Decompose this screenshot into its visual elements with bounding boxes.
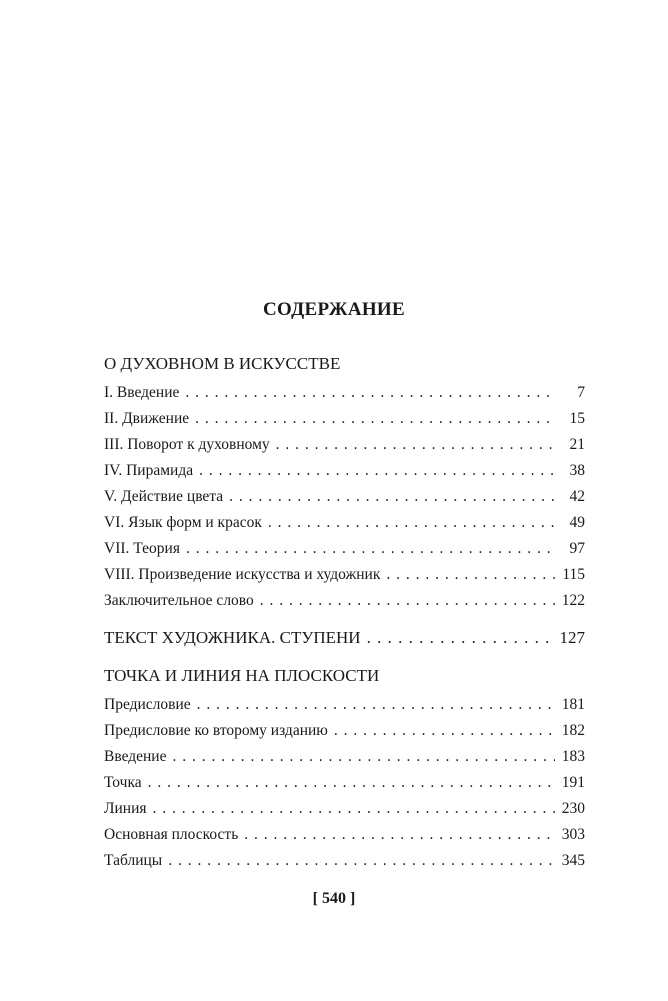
- toc-entry-label: VIII. Произведение искусства и художник: [104, 566, 381, 583]
- toc-entry-page: 181: [561, 696, 585, 713]
- toc-entry[interactable]: [104, 484, 585, 510]
- dot-leader: [386, 562, 555, 588]
- spacer: [104, 614, 585, 622]
- toc-entry[interactable]: [104, 562, 585, 588]
- toc-entry-page: 7: [577, 384, 585, 401]
- dot-leader: [168, 848, 555, 874]
- toc-entry-page: 38: [569, 462, 585, 479]
- dot-leader: [197, 692, 555, 718]
- toc-entry-page: 230: [561, 800, 585, 817]
- dot-leader: [172, 744, 555, 770]
- toc-entry[interactable]: [104, 406, 585, 432]
- toc-entry-label: III. Поворот к духовному: [104, 436, 270, 453]
- toc-entry-label: Введение: [104, 748, 167, 765]
- toc-entry-page: 21: [569, 436, 585, 453]
- toc-entry-page: 49: [569, 514, 585, 531]
- toc-entry-page: 191: [561, 774, 585, 791]
- table-of-contents: [104, 348, 585, 874]
- toc-entry[interactable]: [104, 718, 585, 744]
- toc-entry-page: 97: [569, 540, 585, 557]
- dot-leader: [186, 536, 555, 562]
- dot-leader: [260, 588, 555, 614]
- dot-leader: [268, 510, 555, 536]
- toc-entry-page: 127: [559, 628, 585, 647]
- toc-entry[interactable]: [104, 796, 585, 822]
- toc-entry-label: II. Движение: [104, 410, 190, 427]
- toc-entry-label: Заключительное слово: [104, 592, 254, 609]
- dot-leader: [367, 622, 554, 654]
- dot-leader: [276, 432, 555, 458]
- toc-entry[interactable]: [104, 848, 585, 874]
- toc-entry[interactable]: [104, 744, 585, 770]
- toc-entry-label: Предисловие ко второму изданию: [104, 722, 328, 739]
- dot-leader: [153, 796, 555, 822]
- toc-entry[interactable]: [104, 536, 585, 562]
- dot-leader: [229, 484, 555, 510]
- dot-leader: [185, 380, 555, 406]
- toc-entry-page: 42: [569, 488, 585, 505]
- toc-entry-page: 183: [561, 748, 585, 765]
- toc-entry-label: VI. Язык форм и красок: [104, 514, 262, 531]
- dot-leader: [244, 822, 555, 848]
- toc-entry[interactable]: [104, 588, 585, 614]
- toc-entry-label: ТЕКСТ ХУДОЖНИКА. СТУПЕНИ: [104, 628, 361, 647]
- toc-entry-page: 15: [569, 410, 585, 427]
- toc-entry-label: Предисловие: [104, 696, 191, 713]
- section-heading: О ДУХОВНОМ В ИСКУССТВЕ: [104, 354, 341, 373]
- toc-entry-page: 303: [561, 826, 585, 843]
- toc-entry[interactable]: [104, 770, 585, 796]
- toc-entry-label: Основная плоскость: [104, 826, 239, 843]
- dot-leader: [334, 718, 555, 744]
- toc-entry-page: 122: [561, 592, 585, 609]
- toc-entry-label: I. Введение: [104, 384, 180, 401]
- dot-leader: [195, 406, 555, 432]
- page-number: [ 540 ]: [312, 890, 356, 907]
- toc-entry[interactable]: [104, 380, 585, 406]
- toc-entry[interactable]: [104, 432, 585, 458]
- toc-entry[interactable]: [104, 510, 585, 536]
- toc-entry-label: V. Действие цвета: [104, 488, 224, 505]
- toc-entry-page: 345: [561, 852, 585, 869]
- toc-entry-label: Точка: [104, 774, 142, 791]
- dot-leader: [199, 458, 555, 484]
- toc-entry[interactable]: [104, 458, 585, 484]
- toc-entry[interactable]: [104, 822, 585, 848]
- toc-entry[interactable]: [104, 692, 585, 718]
- section-heading: ТОЧКА И ЛИНИЯ НА ПЛОСКОСТИ: [104, 666, 380, 685]
- dot-leader: [148, 770, 555, 796]
- toc-entry-page: 115: [562, 566, 585, 583]
- toc-entry-label: VII. Теория: [104, 540, 180, 557]
- page-title: СОДЕРЖАНИЕ: [263, 299, 405, 320]
- toc-entry-page: 182: [561, 722, 585, 739]
- toc-entry-label: Таблицы: [104, 852, 163, 869]
- toc-entry-label: Линия: [104, 800, 147, 817]
- toc-entry[interactable]: [104, 622, 585, 654]
- toc-entry-label: IV. Пирамида: [104, 462, 194, 479]
